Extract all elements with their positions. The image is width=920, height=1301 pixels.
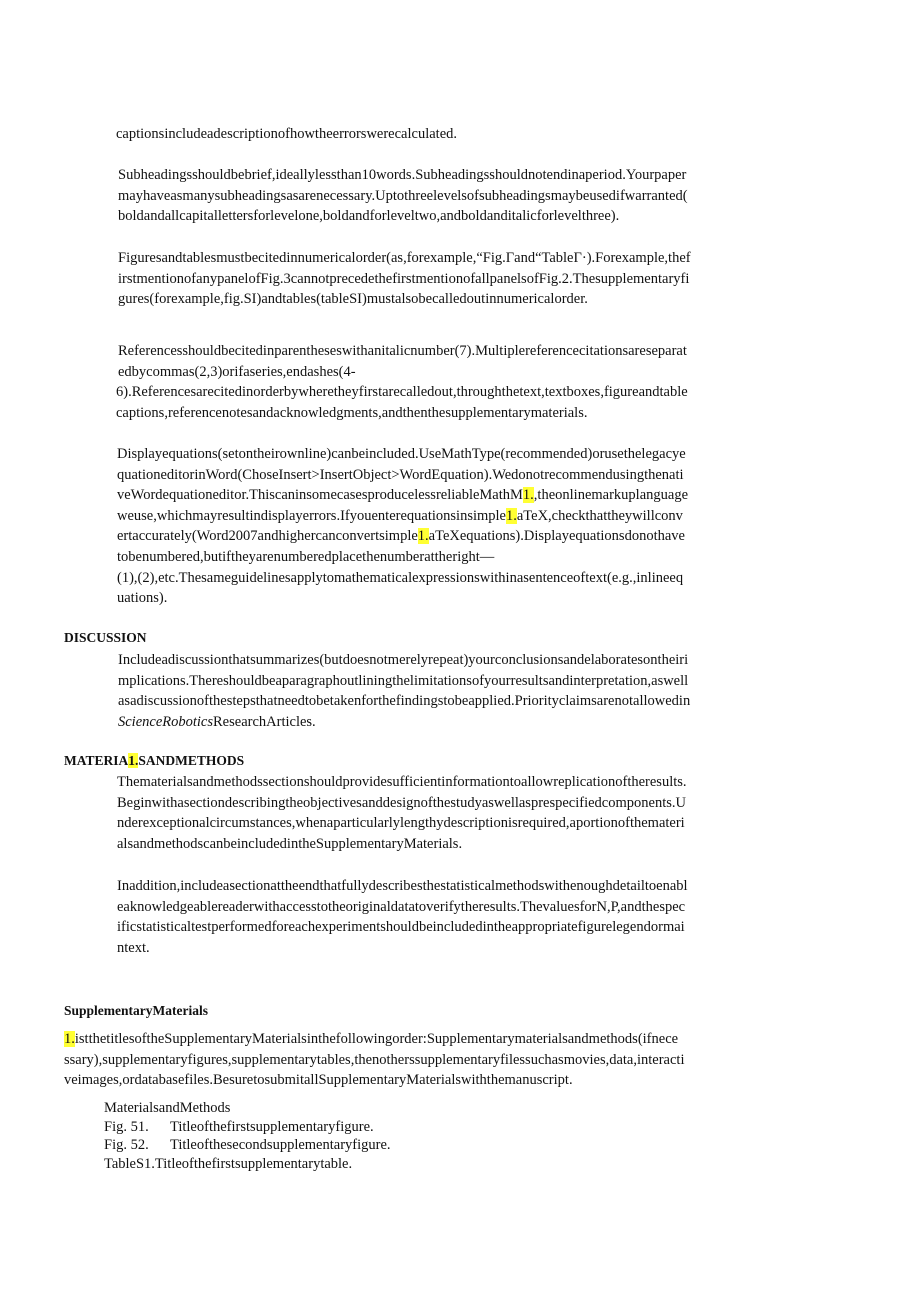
text-line: captionsincludeadescriptionofhowtheerrorswerecalculated. [116, 126, 458, 142]
text-line: nderexceptionalcircumstances,whenaparticularlylengthydescriptionisrequired,aportionofthemateri [117, 815, 685, 832]
text-line: boldandallcapitallettersforlevelone,boldandforleveltwo,andboldanditalicforlevelthree). [118, 208, 620, 225]
text-line: Subheadingsshouldbebrief,ideallylessthan10words.Subheadingsshouldnotendinaperiod.Yourpaper [118, 167, 687, 183]
text-line: uations). [117, 590, 168, 607]
figures-tables-paragraph [118, 248, 691, 310]
supplementary-paragraph [64, 1029, 685, 1091]
text-line: Beginwithasectiondescribingtheobjectivesanddesignofthestudyaswellasprespecifiedcomponents.U [117, 794, 686, 811]
highlight-mark: 1. [64, 1031, 75, 1047]
text-line: irstmentionofanypanelofFig.3cannotprecedethefirstmentionofallpanelsofFig.2.Thesupplementaryfi [118, 270, 690, 287]
text-line [117, 506, 688, 527]
list-item [104, 1136, 391, 1155]
figure-number: Fig. 52. [104, 1137, 149, 1154]
list-item [104, 1118, 391, 1137]
text-line: ificstatisticaltestperformedforeachexperimentshouldbeincludedintheappropriatefigurelegendormai [117, 919, 685, 936]
text-line: ssary),supplementaryfigures,supplementarytables,thenotherssupplementaryfilessuchasmovies,data,interacti [64, 1051, 685, 1068]
text-line: Includeadiscussionthatsummarizes(butdoesnotmerelyrepeat)yourconclusionsandelaboratesontheiri [118, 652, 689, 668]
discussion-heading: DISCUSSION [64, 630, 147, 645]
figure-title: Titleofthefirstsupplementaryfigure. [170, 1118, 374, 1135]
figure-number: Fig. 51. [104, 1118, 149, 1135]
text-line [118, 712, 690, 733]
text-line: gures(forexample,fig.SI)andtables(tableSI)mustalsobecalledoutinnumericalorder. [118, 291, 588, 308]
highlight-mark: 1. [417, 528, 429, 545]
text-line: Referencesshouldbecitedinparentheseswithanitalicnumber(7).Multiplereferencecitationsareseparat [118, 343, 687, 359]
text-line: eaknowledgeablereaderwithaccesstotheoriginaldatatoverifytheresults.ThevaluesforN,P,andthespec [117, 898, 686, 915]
subheadings-paragraph [118, 165, 688, 227]
text-line [117, 526, 688, 547]
text-line: quationeditorinWord(ChoseInsert>InsertObject>WordEquation).Wedonotrecommendusingthenati [117, 466, 684, 483]
text-line: tobenumbered,butiftheyarenumberedplacethenumberattheright— [117, 548, 495, 565]
text-segment: ,theonlinemarkuplanguage [533, 487, 689, 504]
text-line: Thematerialsandmethodssectionshouldprovidesufficientinformationtoallowreplicationoftheresults. [117, 774, 687, 790]
highlight-mark: 1. [522, 487, 534, 504]
text-segment: ertaccurately(Word2007andhighercanconvertsimple [117, 528, 418, 545]
text-line: veimages,ordatabasefiles.BesuretosubmitallSupplementaryMaterialswiththemanuscript. [64, 1072, 573, 1089]
text-line: Inaddition,includeasectionattheendthatfullydescribesthestatisticalmethodswithenoughdetailtoenabl [117, 878, 688, 894]
intro-fragment-paragraph [116, 124, 457, 145]
text-line: (1),(2),etc.Thesameguidelinesapplytomathematicalexpressionswithinasentenceoftext(e.g.,inlineeq [117, 569, 684, 586]
display-equations-paragraph [117, 444, 688, 609]
heading-segment: SANDMETHODS [138, 753, 245, 768]
heading-segment: MATERIA [64, 753, 129, 768]
references-paragraph [118, 341, 688, 423]
text-line: captions,referencenotesandacknowledgments,andthenthesupplementarymaterials. [116, 404, 588, 421]
text-line: Figuresandtablesmustbecitedinnumericalorder(as,forexample,“Fig.Γand“TableΓ·).Forexample,thef [118, 250, 691, 266]
list-item: MaterialsandMethods [104, 1100, 231, 1116]
text-line [64, 1029, 685, 1050]
text-line: alsandmethodscanbeincludedintheSupplementaryMaterials. [117, 835, 463, 852]
journal-name: ScienceRobotics [118, 713, 214, 730]
text-segment: aTeX,checkthattheywillconv [516, 507, 683, 524]
discussion-paragraph [118, 650, 690, 732]
text-segment: ResearchArticles. [213, 713, 316, 730]
text-line [117, 485, 688, 506]
text-line: asadiscussionofthestepsthatneedtobetakenforthefindingstobeapplied.Priorityclaimsarenotallowedin [118, 693, 691, 710]
supplementary-heading: SupplementaryMaterials [64, 1003, 208, 1018]
text-line: 6).Referencesarecitedinorderbywheretheyfirstarecalledout,throughthetext,textboxes,figureandtable [116, 384, 688, 401]
text-segment: istthetitlesoftheSupplementaryMaterialsinthefollowingorder:Supplementarymaterialsandmethods(ifnece [74, 1031, 679, 1047]
text-segment: weuse,whichmayresultindisplayerrors.Ifyouenterequationsinsimple [117, 507, 506, 524]
methods-paragraph-2 [117, 876, 688, 958]
text-line: mplications.Thereshouldbeaparagraphoutliningthelimitationsofyourresultsandinterpretation,aswell [118, 672, 689, 689]
list-item: TableS1.Titleofthefirstsupplementarytable. [104, 1155, 353, 1172]
text-line: mayhaveasmanysubheadingsasarenecessary.Uptothreelevelsofsubheadingsmaybeusedifwarranted( [118, 187, 688, 204]
text-segment: veWordequationeditor.ThiscaninsomecasesproducelessreliableMathM [117, 487, 523, 504]
text-line: ntext. [117, 939, 150, 956]
figure-title: Titleofthesecondsupplementaryfigure. [170, 1137, 391, 1154]
methods-paragraph-1 [117, 772, 687, 854]
text-line: edbycommas(2,3)orifaseries,endashes(4- [118, 363, 356, 380]
highlight-mark: 1. [505, 507, 517, 524]
text-segment: aTeXequations).Displayequationsdonothave [428, 528, 685, 545]
materials-methods-heading [64, 752, 244, 770]
text-line: Displayequations(setontheirownline)canbeincluded.UseMathType(recommended)orusethelegacye [117, 446, 686, 462]
highlight-mark: 1. [128, 753, 139, 768]
supplementary-list [104, 1099, 391, 1173]
